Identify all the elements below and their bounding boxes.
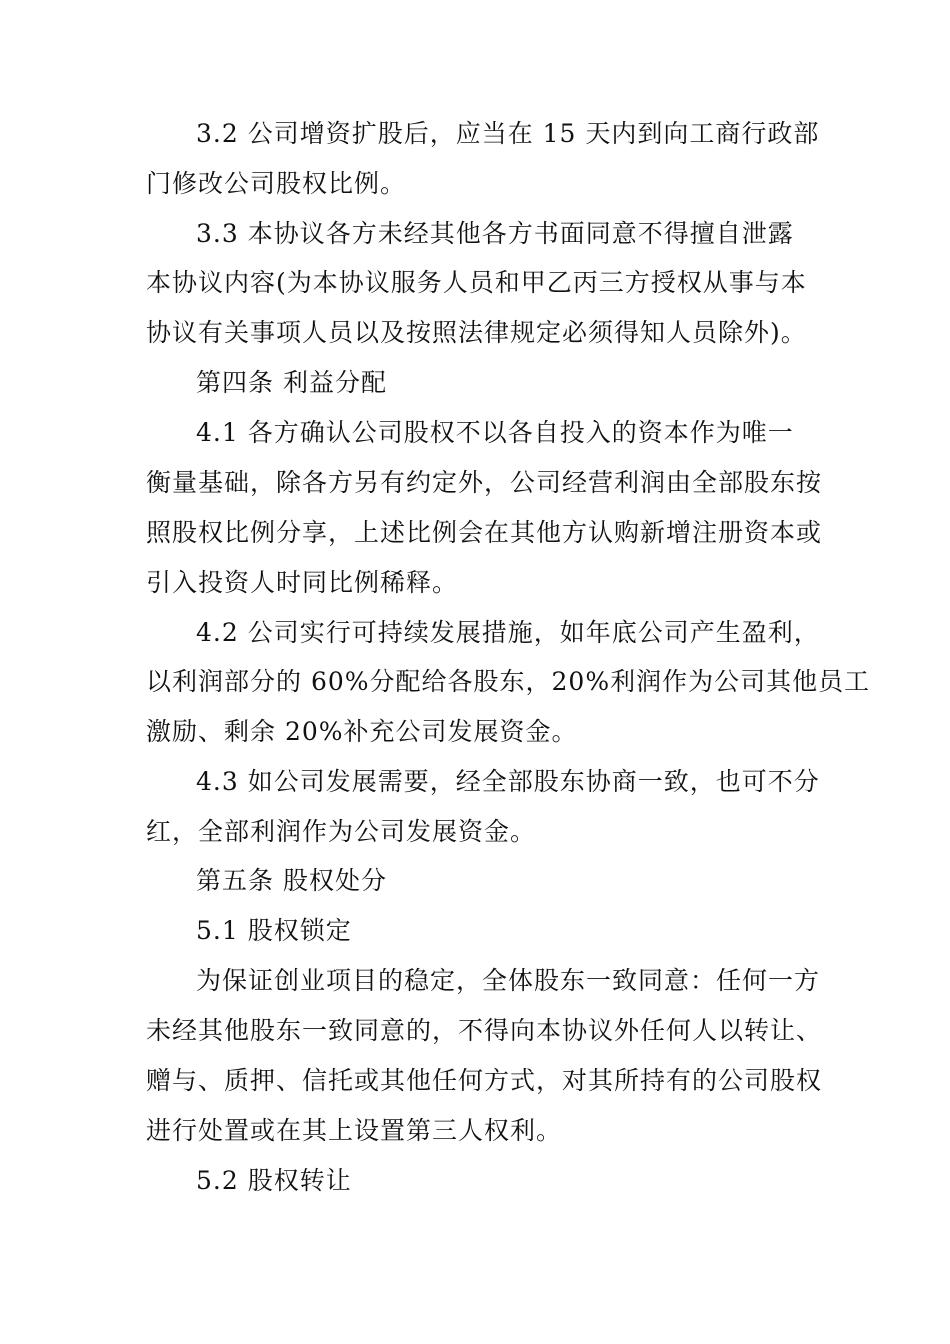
clause-4-3-line-1: 4.3 如公司发展需要，经全部股东协商一致，也可不分 [196, 767, 820, 796]
clause-4-3-line-2: 红，全部利润作为公司发展资金。 [146, 817, 537, 846]
clause-4-2-line-3: 激励、剩余 20%补充公司发展资金。 [146, 717, 578, 746]
clause-5-1-heading: 5.1 股权锁定 [196, 916, 352, 945]
clause-3-2-line-2: 门修改公司股权比例。 [146, 169, 407, 198]
article-4-heading: 第四条 利益分配 [196, 368, 387, 397]
clause-5-1-line-3: 赠与、质押、信托或其他任何方式，对其所持有的公司股权 [146, 1066, 823, 1095]
clause-3-3-line-3: 协议有关事项人员以及按照法律规定必须得知人员除外)。 [146, 318, 807, 347]
clause-4-2-line-2: 以利润部分的 60%分配给各股东，20%利润作为公司其他员工 [146, 667, 871, 696]
clause-4-2-line-1: 4.2 公司实行可持续发展措施，如年底公司产生盈利， [196, 618, 820, 647]
clause-5-1-line-2: 未经其他股东一致同意的，不得向本协议外任何人以转让、 [146, 1016, 823, 1045]
clause-5-1-line-4: 进行处置或在其上设置第三人权利。 [146, 1116, 563, 1145]
article-5-heading: 第五条 股权处分 [196, 866, 387, 895]
clause-4-1-line-4: 引入投资人时同比例稀释。 [146, 568, 459, 597]
clause-3-3-line-1: 3.3 本协议各方未经其他各方书面同意不得擅自泄露 [196, 219, 794, 248]
clause-3-2-line-1: 3.2 公司增资扩股后，应当在 15 天内到向工商行政部 [196, 119, 820, 148]
clause-4-1-line-2: 衡量基础，除各方另有约定外，公司经营利润由全部股东按 [146, 468, 823, 497]
clause-5-1-line-1: 为保证创业项目的稳定，全体股东一致同意：任何一方 [196, 966, 821, 995]
clause-4-1-line-3: 照股权比例分享，上述比例会在其他方认购新增注册资本或 [146, 518, 823, 547]
clause-3-3-line-2: 本协议内容(为本协议服务人员和甲乙丙三方授权从事与本 [146, 268, 807, 297]
clause-4-1-line-1: 4.1 各方确认公司股权不以各自投入的资本作为唯一 [196, 418, 794, 447]
clause-5-2-heading: 5.2 股权转让 [196, 1166, 352, 1195]
